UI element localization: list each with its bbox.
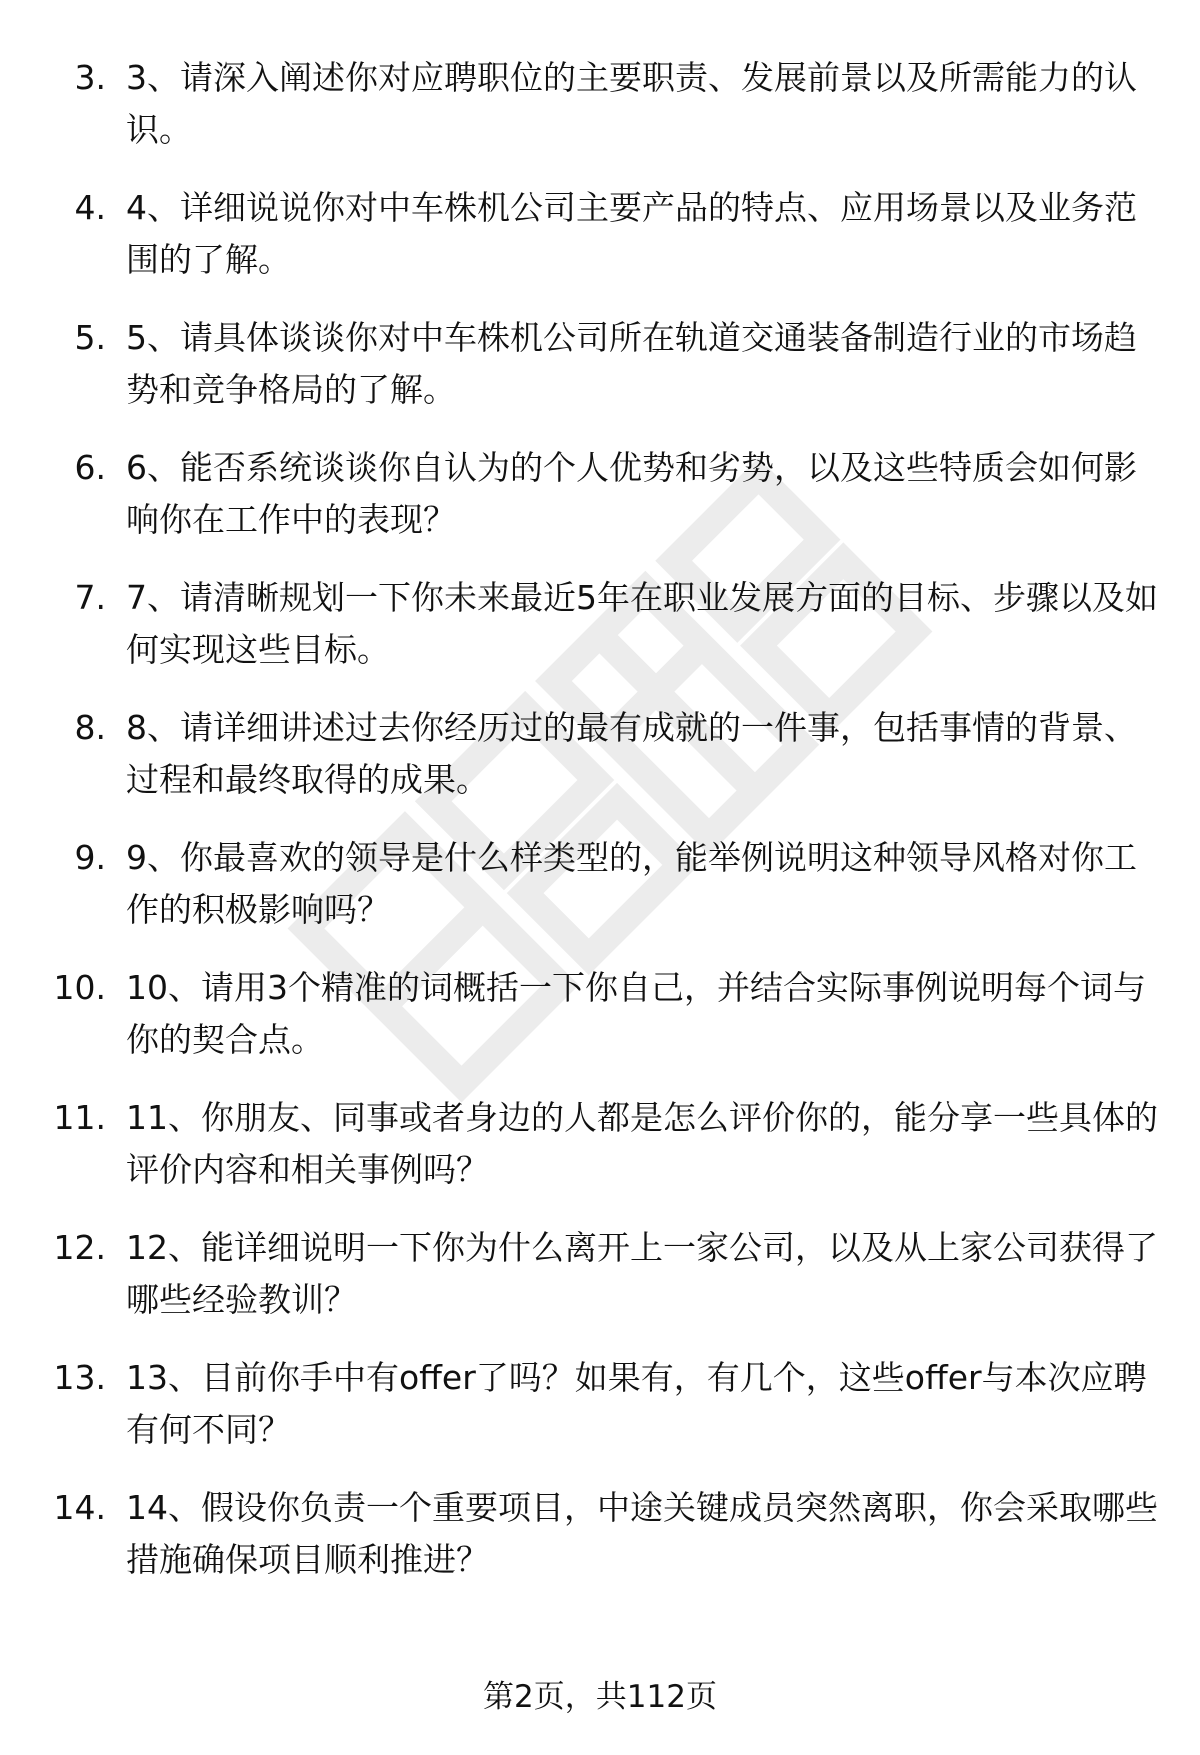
question-number: 8. <box>74 708 106 747</box>
question-list <box>0 52 1200 1612</box>
list-item <box>0 1092 1200 1222</box>
list-item <box>0 572 1200 702</box>
question-text: 13、目前你手中有offer了吗？如果有，有几个，这些offer与本次应聘有何不同？ <box>126 1358 1147 1449</box>
question-text: 9、你最喜欢的领导是什么样类型的，能举例说明这种领导风格对你工作的积极影响吗？ <box>126 838 1137 929</box>
question-number: 13. <box>53 1358 106 1397</box>
question-number: 14. <box>53 1488 106 1527</box>
question-number: 3. <box>74 58 106 97</box>
question-number: 12. <box>53 1228 106 1267</box>
question-text: 6、能否系统谈谈你自认为的个人优势和劣势，以及这些特质会如何影响你在工作中的表现？ <box>126 448 1137 539</box>
list-item <box>0 1482 1200 1612</box>
question-text: 3、请深入阐述你对应聘职位的主要职责、发展前景以及所需能力的认识。 <box>126 58 1137 149</box>
list-item <box>0 52 1200 182</box>
question-number: 7. <box>74 578 106 617</box>
page-number: 第2页，共112页 <box>483 1679 717 1715</box>
question-number: 10. <box>53 968 106 1007</box>
question-text: 4、详细说说你对中车株机公司主要产品的特点、应用场景以及业务范围的了解。 <box>126 188 1137 279</box>
question-text: 8、请详细讲述过去你经历过的最有成就的一件事，包括事情的背景、过程和最终取得的成果。 <box>126 708 1137 799</box>
question-text: 7、请清晰规划一下你未来最近5年在职业发展方面的目标、步骤以及如何实现这些目标。 <box>126 578 1158 669</box>
question-text: 14、假设你负责一个重要项目，中途关键成员突然离职，你会采取哪些措施确保项目顺利推进？ <box>126 1488 1158 1579</box>
list-item <box>0 442 1200 572</box>
question-number: 6. <box>74 448 106 487</box>
list-item <box>0 962 1200 1092</box>
question-text: 5、请具体谈谈你对中车株机公司所在轨道交通装备制造行业的市场趋势和竞争格局的了解。 <box>126 318 1137 409</box>
question-text: 10、请用3个精准的词概括一下你自己，并结合实际事例说明每个词与你的契合点。 <box>126 968 1146 1059</box>
list-item <box>0 832 1200 962</box>
list-item <box>0 182 1200 312</box>
list-item <box>0 1222 1200 1352</box>
question-text: 12、能详细说明一下你为什么离开上一家公司，以及从上家公司获得了哪些经验教训？ <box>126 1228 1158 1319</box>
list-item <box>0 1352 1200 1482</box>
question-number: 11. <box>53 1098 106 1137</box>
question-number: 9. <box>74 838 106 877</box>
question-text: 11、你朋友、同事或者身边的人都是怎么评价你的，能分享一些具体的评价内容和相关事例吗？ <box>126 1098 1158 1189</box>
list-item <box>0 702 1200 832</box>
question-number: 4. <box>74 188 106 227</box>
list-item <box>0 312 1200 442</box>
question-number: 5. <box>74 318 106 357</box>
